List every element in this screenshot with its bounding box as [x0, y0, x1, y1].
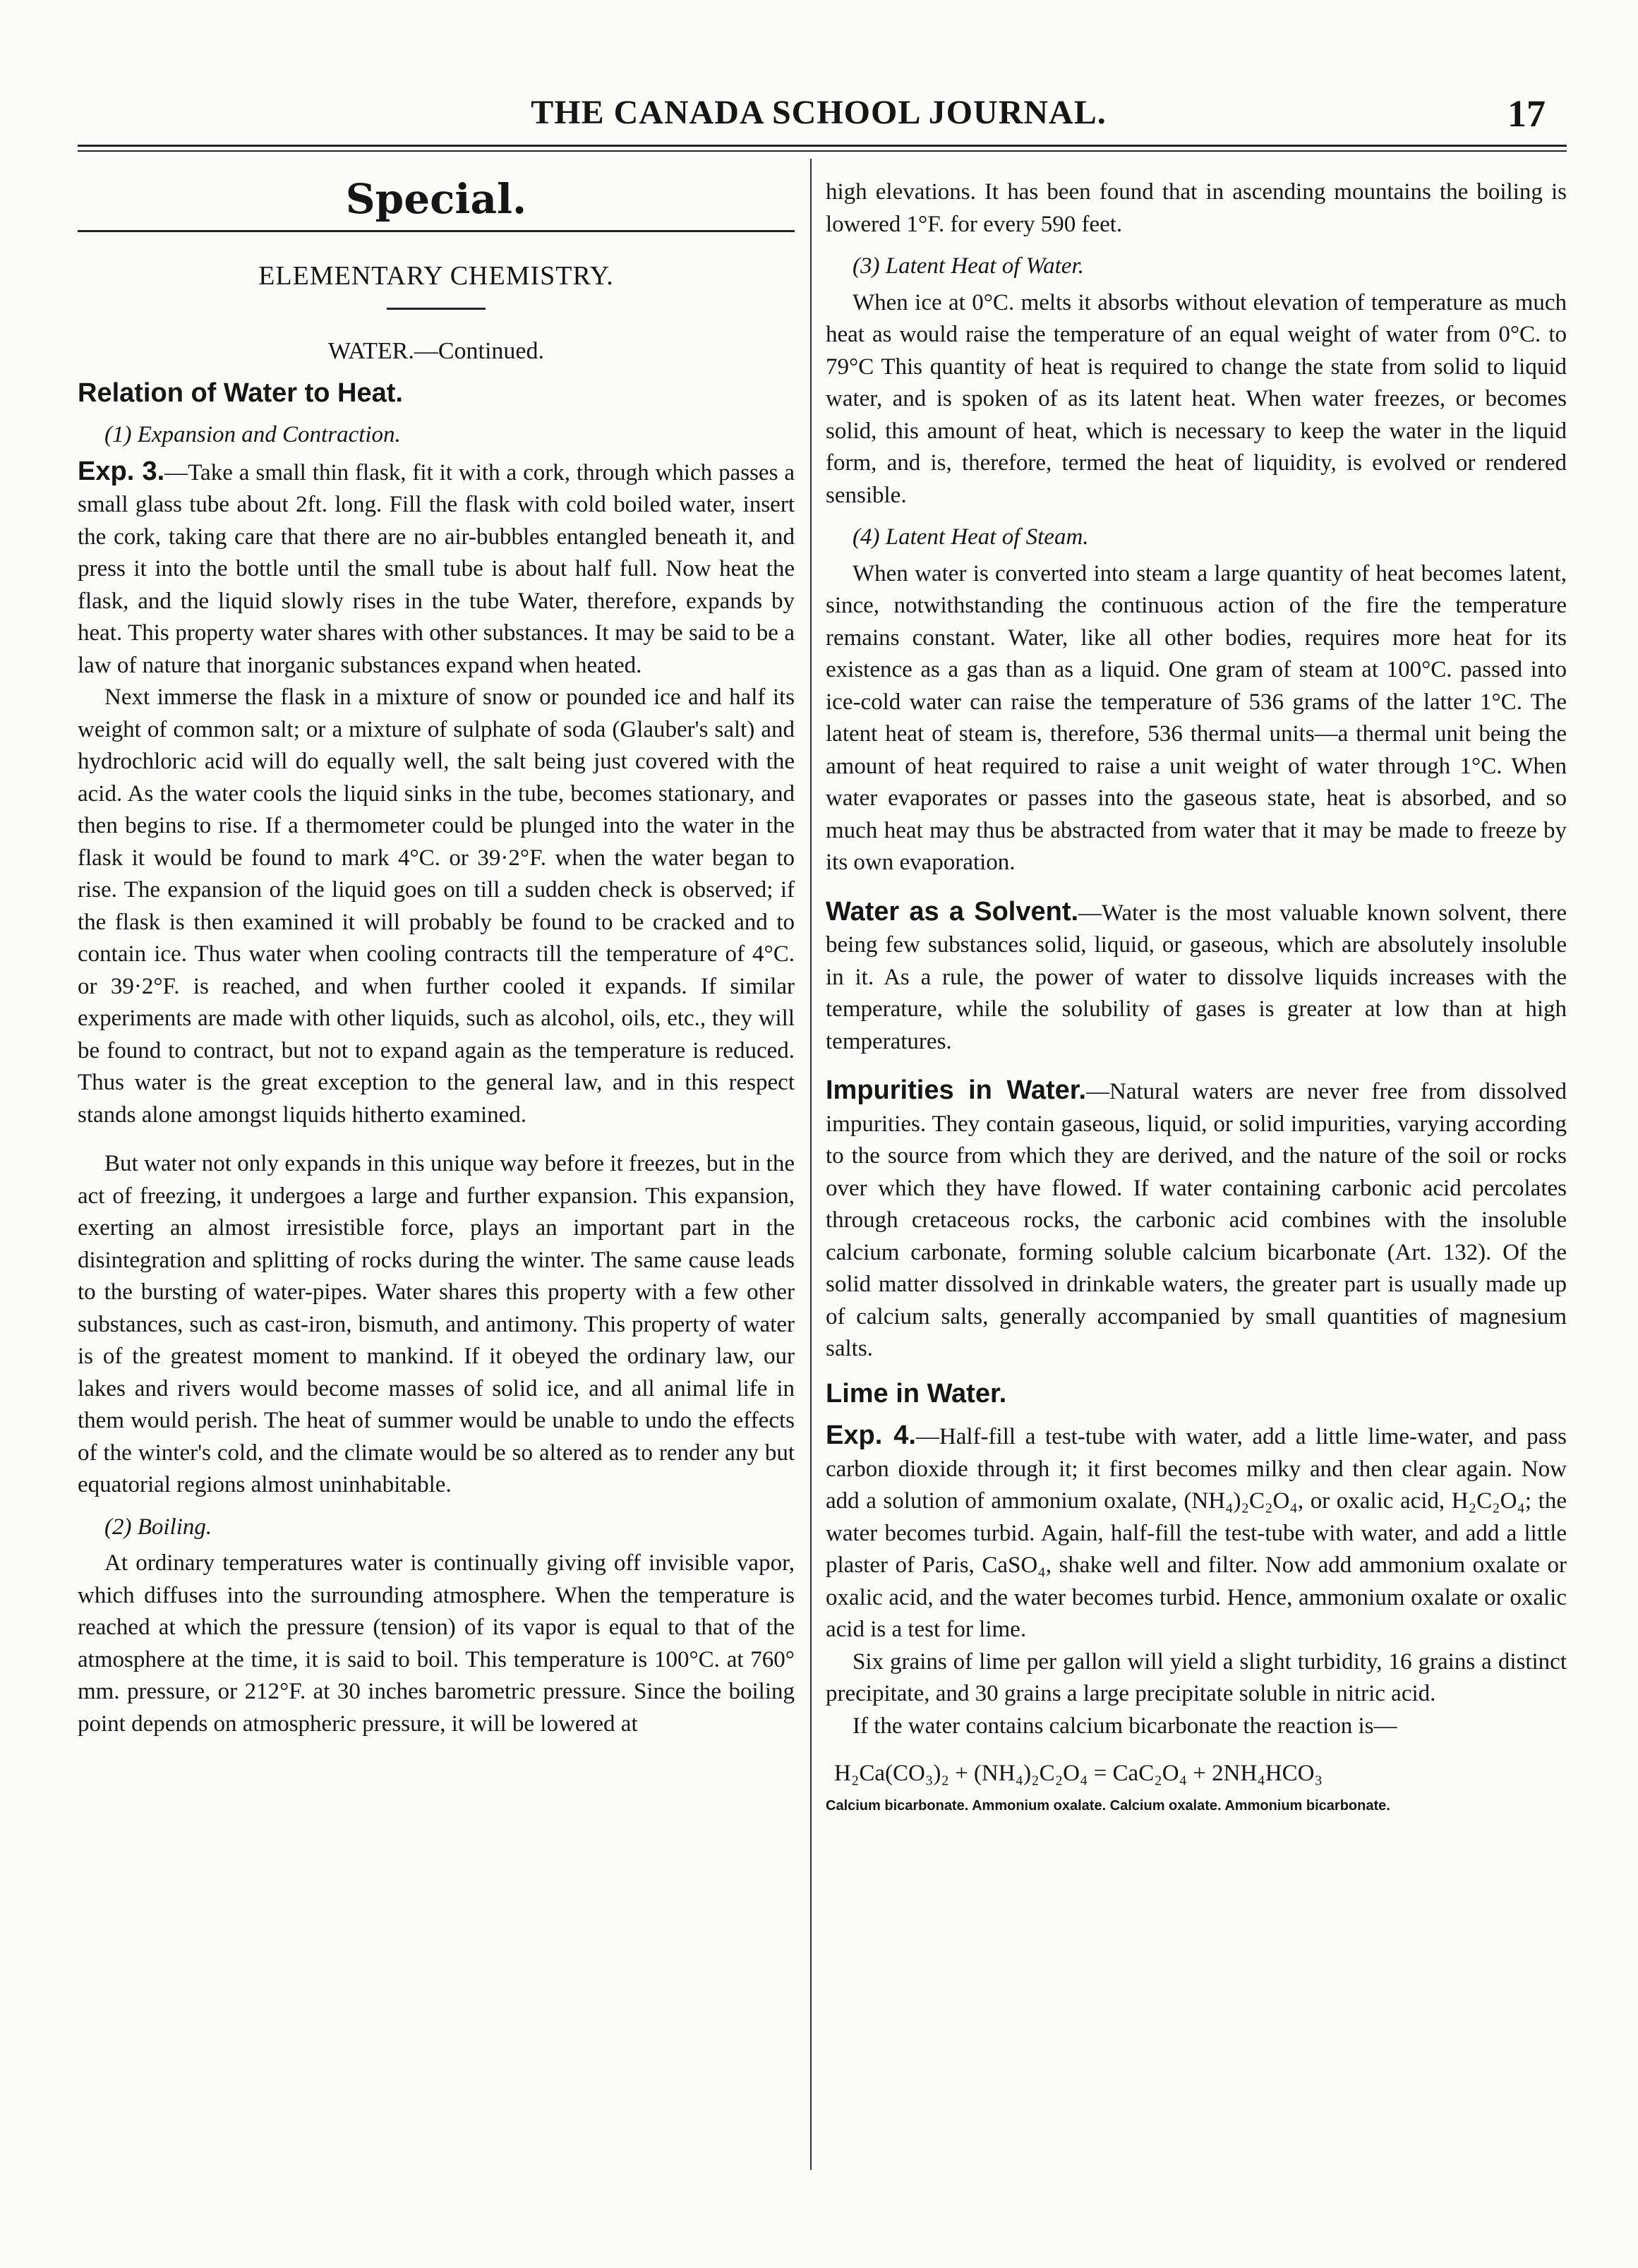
- left-column: [78, 176, 795, 1740]
- header-rule: [78, 145, 1567, 147]
- continued-line: WATER.—Continued.: [328, 338, 544, 364]
- section-heading: Relation of Water to Heat.: [78, 378, 403, 408]
- subheading-latent-steam: (4) Latent Heat of Steam.: [853, 524, 1089, 550]
- paragraph: Next immerse the flask in a mixture of snow or pounded ice and half its weight of common salt; or a mixture of sulphate of soda (Glauber's salt) and hydrochloric acid will do equally well, the salt being just covered with the acid. As the water cools the liquid sinks in the tube, becomes stationary, and then begins to rise. If a thermometer could be plunged into the water in the flask it would be found to mark 4°C. or 39·2°F. when the water began to rise. The expansion of the liquid goes on till a sudden check is observed; if the flask is then examined it will probably be found to be cracked and to contain ice. Thus water when cooling contracts till the temperature of 4°C. or 39·2°F. is reached, and when further cooled it expands. If similar experiments are made with other liquids, such as alcohol, oils, etc., they will be found to contract, but not to expand again as the temperature is reduced. Thus water is the great exception to the general law, and in this respect stands alone amongst liquids hitherto examined.: [78, 684, 795, 1128]
- journal-title: THE CANADA SCHOOL JOURNAL.: [531, 94, 1107, 131]
- paragraph: If the water contains calcium bicarbonate the reaction is—: [853, 1713, 1397, 1739]
- solvent-heading: Water as a Solvent.: [826, 896, 1079, 927]
- subheading-boiling: (2) Boiling.: [104, 1514, 212, 1540]
- page-header: [78, 85, 1560, 141]
- paragraph: When water is converted into steam a large quantity of heat becomes latent, since, notwithstanding the continuous action of the fire the temperature remains constant. Water, like all other bodies, requires more heat for its existence as a gas than as a liquid. One gram of steam at 100°C. passed into ice-cold water can raise the temperature of 536 grams of the latter 1°C. The latent heat of steam is, therefore, 536 thermal units—a thermal unit being the amount of heat required to raise a unit weight of water through 1°C. When water evaporates or passes into the gaseous state, heat is absorbed, and so much heat may thus be abstracted from water that it may be made to freeze by its own evaporation.: [826, 560, 1567, 875]
- article-title: ELEMENTARY CHEMISTRY.: [258, 260, 614, 291]
- paragraph: When ice at 0°C. melts it absorbs without elevation of temperature as much heat as would raise the temperature of an equal weight of water from 0°C. to 79°C This quantity of heat is required to change the state from solid to liquid water, and is spoken of as its latent heat. When water freezes, or becomes solid, this amount of heat, which is necessary to keep the water in the liquid form, and is, therefore, termed the heat of liquidity, is evolved or rendered sensible.: [826, 289, 1567, 508]
- section-title: Special.: [345, 175, 527, 223]
- impurities-text: —Natural waters are never free from dissolved impurities. They contain gaseous, liquid, or solid impurities, varying according to the source from which they are derived, and the nature of the soil or rocks over which they have flowed. If water containing carbonic acid percolates through cretaceous rocks, the carbonic acid combines with the insoluble calcium carbonate, forming soluble calcium bicarbonate (Art. 132). Of the solid matter dissolved in drinkable waters, the greater part is usually made up of calcium salts, generally accompanied by small quantities of magnesium salts.: [826, 1079, 1567, 1361]
- paragraph: But water not only expands in this unique way before it freezes, but in the act of freezing, it undergoes a large and further expansion. This expansion, exerting an almost irresistible force, plays an important part in the disintegration and splitting of rocks during the winter. The same cause leads to the bursting of water-pipes. Water shares this property with a few other substances, such as cast-iron, bismuth, and antimony. This property of water is of the greatest moment to mankind. If it obeyed the ordinary law, our lakes and rivers would become masses of solid ice, and all animal life in them would perish. The heat of summer would be unable to undo the effects of the winter's cold, and the climate would be so altered as to render any but equatorial regions almost uninhabitable.: [78, 1151, 795, 1497]
- paragraph-solvent: [826, 896, 1567, 1058]
- column-divider: [810, 159, 812, 2170]
- section-heading-lime: Lime in Water.: [826, 1378, 1007, 1409]
- paragraph-impurities: [826, 1075, 1567, 1365]
- paragraph-exp4: [826, 1420, 1567, 1646]
- subheading-latent-water: (3) Latent Heat of Water.: [853, 253, 1084, 279]
- exp4-label: Exp. 4.: [826, 1420, 916, 1450]
- page-number: 17: [1507, 92, 1546, 135]
- paragraph: high elevations. It has been found that in ascending mountains the boiling is lowered 1°F. for every 590 feet.: [826, 179, 1567, 237]
- exp3-text: —Take a small thin flask, fit it with a cork, through which passes a small glass tube about 2ft. long. Fill the flask with cold boiled water, insert the cork, taking care that there are no air-bubbles entangled beneath it, and press it into the bottle until the small tube is about half full. Now heat the flask, and the liquid slowly rises in the tube Water, therefore, expands by heat. This property water shares with other substances. It may be said to be a law of nature that inorganic substances expand when heated.: [78, 459, 795, 678]
- paragraph: At ordinary temperatures water is continually giving off invisible vapor, which diffuses into the surrounding atmosphere. When the temperature is reached at which the pressure (tension) of its vapor is equal to that of the atmosphere at the time, it is said to boil. This temperature is 100°C. at 760° mm. pressure, or 212°F. at 30 inches barometric pressure. Since the boiling point depends on atmospheric pressure, it will be lowered at: [78, 1550, 795, 1737]
- exp3-label: Exp. 3.: [78, 456, 165, 486]
- equation-labels: Calcium bicarbonate. Ammonium oxalate. Calcium oxalate. Ammonium bicarbonate.: [826, 1797, 1390, 1814]
- exp4-text: —Half-fill a test-tube with water, add a little lime-water, and pass carbon dioxide through it; it first becomes milky and then clear again. Now add a solution of ammonium oxalate, (NH₄)₂C₂O₄, or oxalic acid, H₂C₂O₄; the water becomes turbid. Again, half-fill the test-tube with water, and add a little plaster of Paris, CaSO₄, shake well and filter. Now add ammonium oxalate or oxalic acid, and the water becomes turbid. Hence, ammonium oxalate or oxalic acid is a test for lime.: [826, 1424, 1567, 1642]
- impurities-heading: Impurities in Water.: [826, 1075, 1087, 1105]
- solvent-text: —Water is the most valuable known solvent, there being few substances solid, liquid, or gaseous, which are absolutely insoluble in it. As a rule, the power of water to dissolve liquids increases with the temperature, while the solubility of gases is greater at low than at high temperatures.: [826, 900, 1567, 1054]
- right-column: [826, 176, 1567, 1822]
- subheading-expansion: (1) Expansion and Contraction.: [104, 422, 401, 447]
- paragraph-exp3: [78, 456, 795, 682]
- chemical-equation: H₂Ca(CO₃)₂ + (NH₄)₂C₂O₄ = CaC₂O₄ + 2NH₄HCO₃: [834, 1761, 1323, 1786]
- header-rule-thin: [78, 150, 1567, 152]
- paragraph: Six grains of lime per gallon will yield a slight turbidity, 16 grains a distinct precipitate, and 30 grains a large precipitate soluble in nitric acid.: [826, 1648, 1567, 1706]
- title-rule: [387, 308, 486, 310]
- section-rule: [78, 230, 795, 232]
